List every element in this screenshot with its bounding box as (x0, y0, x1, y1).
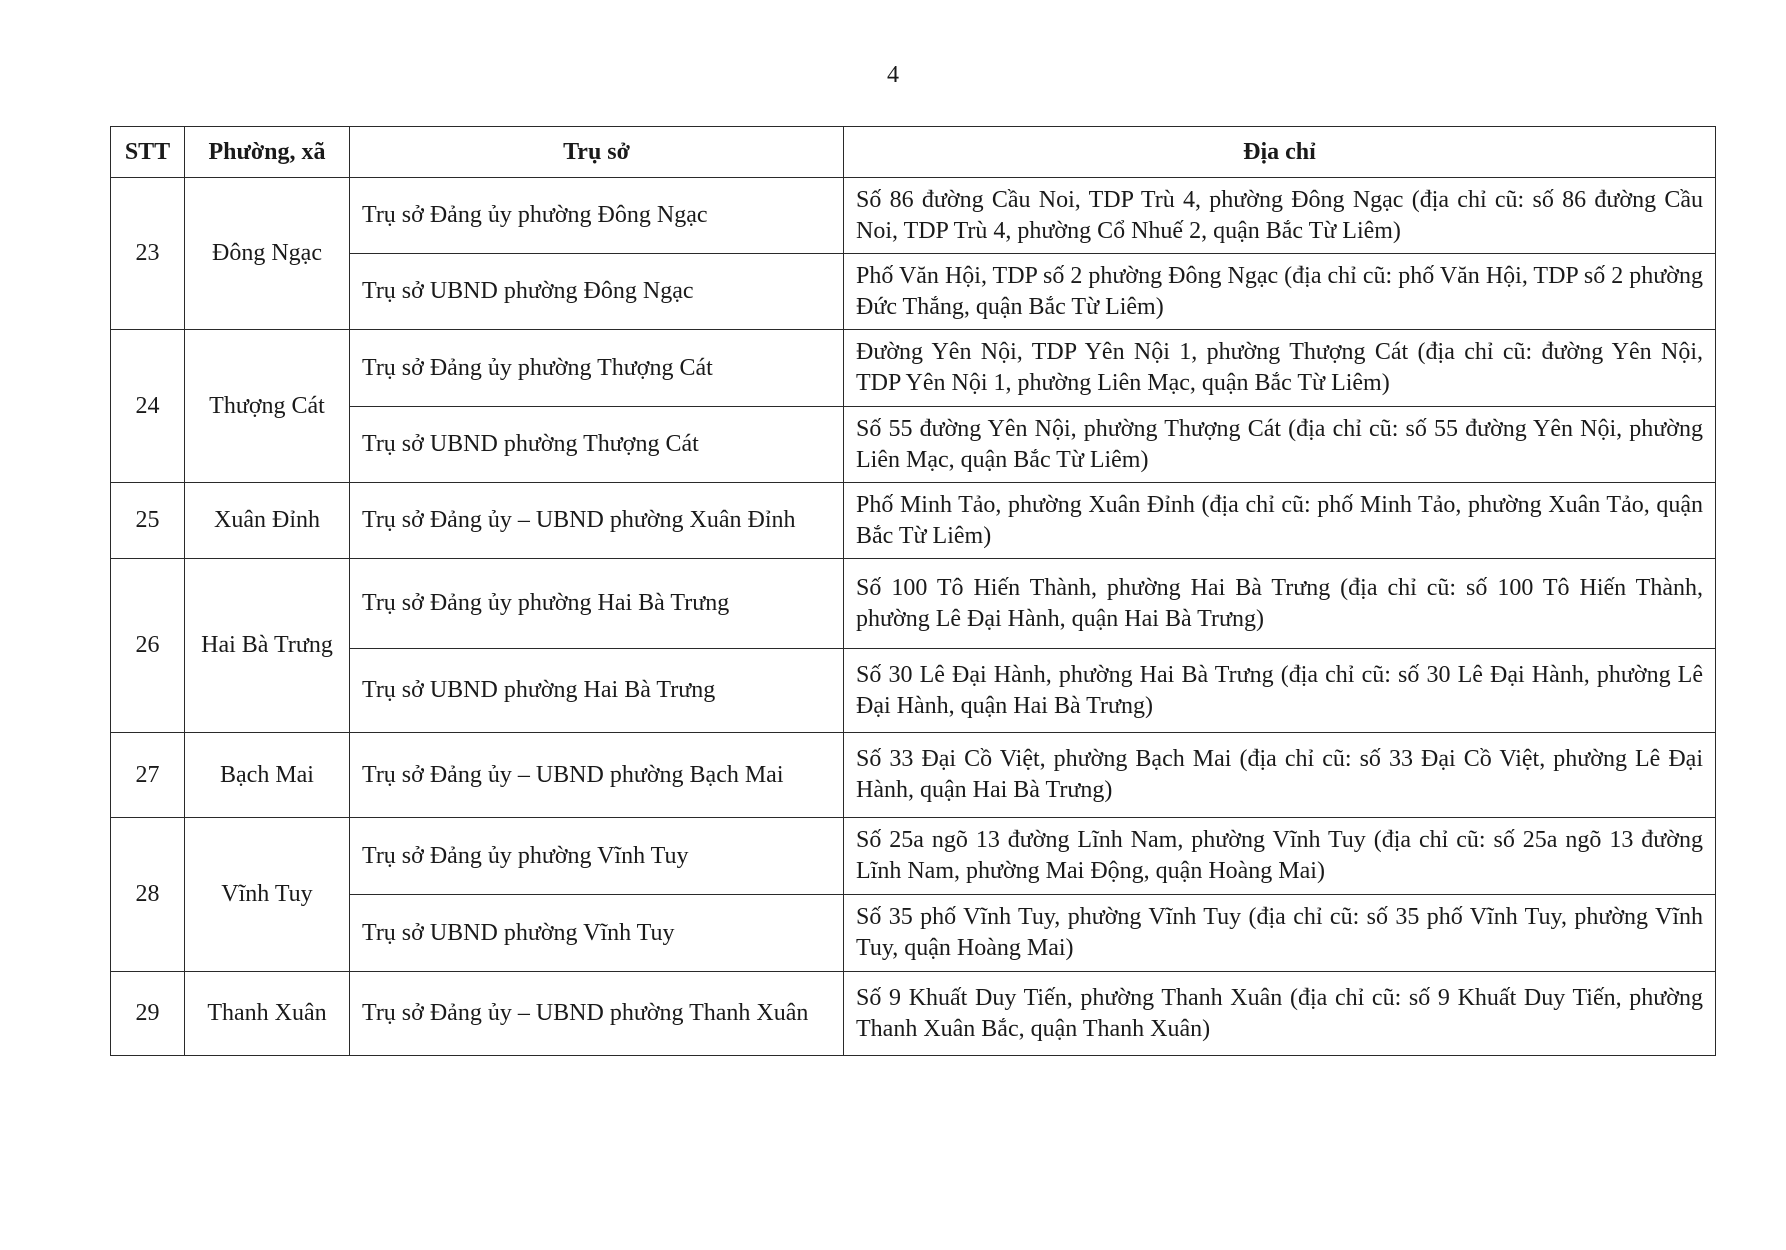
row-office: Trụ sở UBND phường Đông Ngạc (350, 254, 844, 330)
row-address: Số 30 Lê Đại Hành, phường Hai Bà Trưng (địa chỉ cũ: số 30 Lê Đại Hành, phường Lê Đại Hành, quận Hai Bà Trưng) (844, 649, 1716, 733)
table-row (111, 818, 1716, 895)
table-header-row (111, 127, 1716, 178)
page-number: 4 (887, 62, 899, 88)
ward-offices-table (110, 126, 1716, 1056)
row-office: Trụ sở UBND phường Thượng Cát (350, 407, 844, 483)
row-ward: Hai Bà Trưng (185, 559, 350, 733)
row-office: Trụ sở UBND phường Vĩnh Tuy (350, 895, 844, 972)
table-row (111, 733, 1716, 818)
row-address: Phố Minh Tảo, phường Xuân Đỉnh (địa chỉ cũ: phố Minh Tảo, phường Xuân Tảo, quận Bắc Từ Liêm) (844, 483, 1716, 559)
row-address: Số 25a ngõ 13 đường Lĩnh Nam, phường Vĩnh Tuy (địa chỉ cũ: số 25a ngõ 13 đường Lĩnh Nam, phường Mai Động, quận Hoàng Mai) (844, 818, 1716, 895)
table-row (111, 649, 1716, 733)
row-office: Trụ sở Đảng ủy phường Hai Bà Trưng (350, 559, 844, 649)
row-address: Số 35 phố Vĩnh Tuy, phường Vĩnh Tuy (địa chỉ cũ: số 35 phố Vĩnh Tuy, phường Vĩnh Tuy, quận Hoàng Mai) (844, 895, 1716, 972)
row-stt: 24 (111, 330, 185, 483)
row-stt: 27 (111, 733, 185, 818)
table-row (111, 972, 1716, 1056)
row-address: Đường Yên Nội, TDP Yên Nội 1, phường Thượng Cát (địa chỉ cũ: đường Yên Nội, TDP Yên Nội 1, phường Liên Mạc, quận Bắc Từ Liêm) (844, 330, 1716, 407)
row-office: Trụ sở UBND phường Hai Bà Trưng (350, 649, 844, 733)
row-office: Trụ sở Đảng ủy – UBND phường Xuân Đỉnh (350, 483, 844, 559)
row-ward: Đông Ngạc (185, 178, 350, 330)
row-office: Trụ sở Đảng ủy – UBND phường Thanh Xuân (350, 972, 844, 1056)
table-row (111, 407, 1716, 483)
row-ward: Thượng Cát (185, 330, 350, 483)
row-ward: Xuân Đỉnh (185, 483, 350, 559)
table-row (111, 330, 1716, 407)
row-ward: Bạch Mai (185, 733, 350, 818)
row-stt: 26 (111, 559, 185, 733)
row-stt: 28 (111, 818, 185, 972)
row-stt: 23 (111, 178, 185, 330)
row-stt: 29 (111, 972, 185, 1056)
row-office: Trụ sở Đảng ủy phường Vĩnh Tuy (350, 818, 844, 895)
row-address: Số 55 đường Yên Nội, phường Thượng Cát (địa chỉ cũ: số 55 đường Yên Nội, phường Liên Mạc, quận Bắc Từ Liêm) (844, 407, 1716, 483)
header-address: Địa chỉ (844, 127, 1716, 178)
row-office: Trụ sở Đảng ủy phường Đông Ngạc (350, 178, 844, 254)
row-address: Phố Văn Hội, TDP số 2 phường Đông Ngạc (địa chỉ cũ: phố Văn Hội, TDP số 2 phường Đức Thắng, quận Bắc Từ Liêm) (844, 254, 1716, 330)
header-office: Trụ sở (350, 127, 844, 178)
row-address: Số 9 Khuất Duy Tiến, phường Thanh Xuân (địa chỉ cũ: số 9 Khuất Duy Tiến, phường Thanh Xuân Bắc, quận Thanh Xuân) (844, 972, 1716, 1056)
row-office: Trụ sở Đảng ủy – UBND phường Bạch Mai (350, 733, 844, 818)
row-address: Số 33 Đại Cồ Việt, phường Bạch Mai (địa chỉ cũ: số 33 Đại Cồ Việt, phường Lê Đại Hành, quận Hai Bà Trưng) (844, 733, 1716, 818)
table-row (111, 254, 1716, 330)
table-row (111, 559, 1716, 649)
row-stt: 25 (111, 483, 185, 559)
table-row (111, 483, 1716, 559)
header-stt: STT (111, 127, 185, 178)
table-row (111, 178, 1716, 254)
table-row (111, 895, 1716, 972)
row-office: Trụ sở Đảng ủy phường Thượng Cát (350, 330, 844, 407)
row-address: Số 100 Tô Hiến Thành, phường Hai Bà Trưng (địa chỉ cũ: số 100 Tô Hiến Thành, phường Lê Đại Hành, quận Hai Bà Trưng) (844, 559, 1716, 649)
row-address: Số 86 đường Cầu Noi, TDP Trù 4, phường Đông Ngạc (địa chỉ cũ: số 86 đường Cầu Noi, TDP Trù 4, phường Cổ Nhuế 2, quận Bắc Từ Liêm) (844, 178, 1716, 254)
header-ward: Phường, xã (185, 127, 350, 178)
row-ward: Thanh Xuân (185, 972, 350, 1056)
row-ward: Vĩnh Tuy (185, 818, 350, 972)
